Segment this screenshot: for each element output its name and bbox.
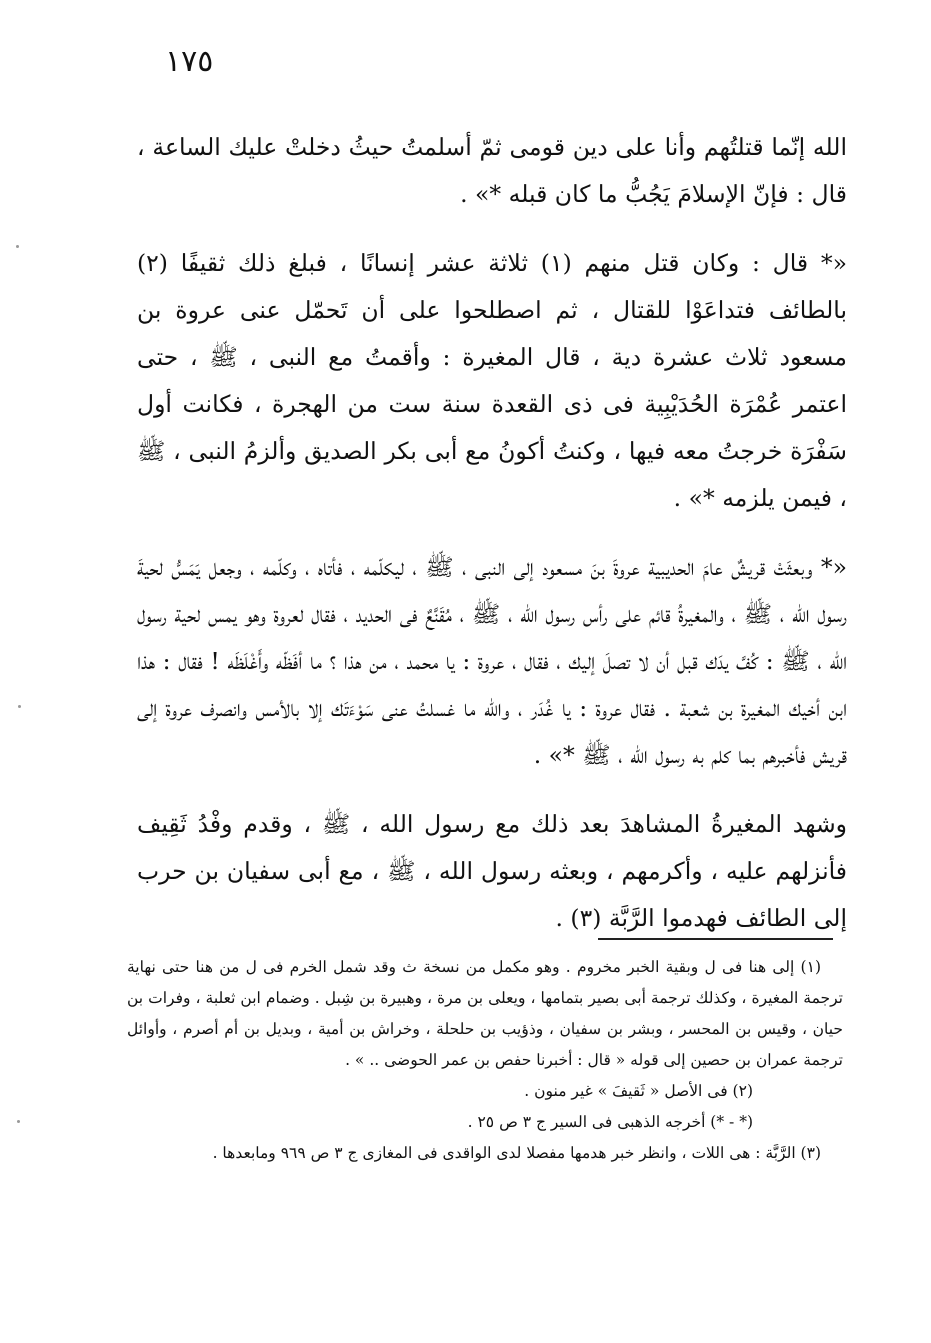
scan-speck <box>16 245 19 248</box>
footnote-separator <box>598 938 833 940</box>
body-text <box>137 124 847 964</box>
footnotes <box>127 952 843 1169</box>
paragraph-4: وشهد المغيرةُ المشاهدَ بعد ذلك مع رسول الله ، ﷺ ، وقدم وفْدُ ثَقِيف فأنزلهم عليه ، وأكرمهم ، وبعثه رسول الله ، ﷺ ، مع أبى سفيان بن حرب إلى الطائف فهدموا الرَّبَّة (٣) . <box>137 810 847 932</box>
paragraph-2: «* قال : وكان قتل منهم (١) ثلاثة عشر إنسانًا ، فبلغ ذلك ثقيفًا (٢) بالطائف فتداعَوْا للقتال ، ثم اصطلحوا على أن تَحمّل عنى عروة بن مسعود ثلاث عشرة دية ، قال المغيرة : وأقمتُ مع النبى ، ﷺ ، حتى اعتمر عُمْرَة الحُدَيْبِية فى ذى القعدة سنة ست من الهجرة ، فكانت أول سَفْرَة خرجتُ معه فيها ، وكنتُ أكونُ مع أبى بكر الصديق وألزمُ النبى ، ﷺ ، فيمن يلزمه *» . <box>137 249 848 512</box>
paragraph-3: «* وبعثَتْ قريشٌ عامَ الحديبية عروةَ بنَ مسعود إلى النبى ، ﷺ ، ليكلّمه ، فأتاه ، وكلّمه ، وجعل يَمَسُّ لحيةَ رسول الله ، ﷺ ، والمغيرةُ قائم على رأس رسول الله ، ﷺ ، مُقَنَّعٌ فى الحديد ، فقال لعروة وهو يمس لحية رسول الله ، ﷺ : كُفَّ يدَك قبل أن لا تصلَ إليك ، فقال ، عروة : يا محمد ، من هذا ؟ ما أفَظّه وأَغْلَظَه ! فقال : هذا ابن أخيك المغيرة بن شعبة . فقال عروة : يا غُدَر ، والله ما غسلتُ عنى سَوْءَتَك إلا بالأمس وانصرف عروة إلى قريش فأخبرهم بما كلم به رسول الله ، ﷺ *» . <box>137 553 847 769</box>
paragraph-1: الله إنّما قتلتُهم وأنا على دين قومى ثمّ أسلمتُ حيثُ دخلتْ عليك الساعة ، قال : فإنّ الإسلامَ يَجُبُّ ما كان قبله *» . <box>137 133 847 208</box>
footnote-2: (٢) فى الأصل « ثَقيفَ » غير منون . <box>524 1082 753 1100</box>
footnote-star: (* - *) أخرجه الذهبى فى السير ج ٣ ص ٢٥ . <box>467 1113 753 1131</box>
footnote-1: (١) إلى هنا فى ل وبقية الخبر مخروم . وهو مكمل من نسخة ث وقد شمل الخرم فى ل من هنا حتى نهاية ترجمة المغيرة ، وكذلك ترجمة أبى بصير بتمامها ، ويعلى بن مرة ، وهبيرة بن شِبل . وضمام ابن ثعلبة ، وفرات بن حيان ، وقيس بن المحسر ، وبشر بن سفيان ، وذؤيب بن حلحلة ، وخراش بن أمية ، وبديل بن أم أصرم ، وأوائل ترجمة عمران بن حصين إلى قوله « قال : أخبرنا حفص بن عمر الحوضى .. » . <box>127 958 843 1069</box>
scan-speck <box>17 1120 20 1123</box>
page-number: ١٧٥ <box>165 44 214 79</box>
footnote-3: (٣) الرَّبَّة : هى اللات ، وانظر خبر هدمها مفصلا لدى الواقدى فى المغازى ج ٣ ص ٩٦٩ ومابعدها . <box>212 1144 821 1162</box>
scan-speck <box>18 705 21 708</box>
